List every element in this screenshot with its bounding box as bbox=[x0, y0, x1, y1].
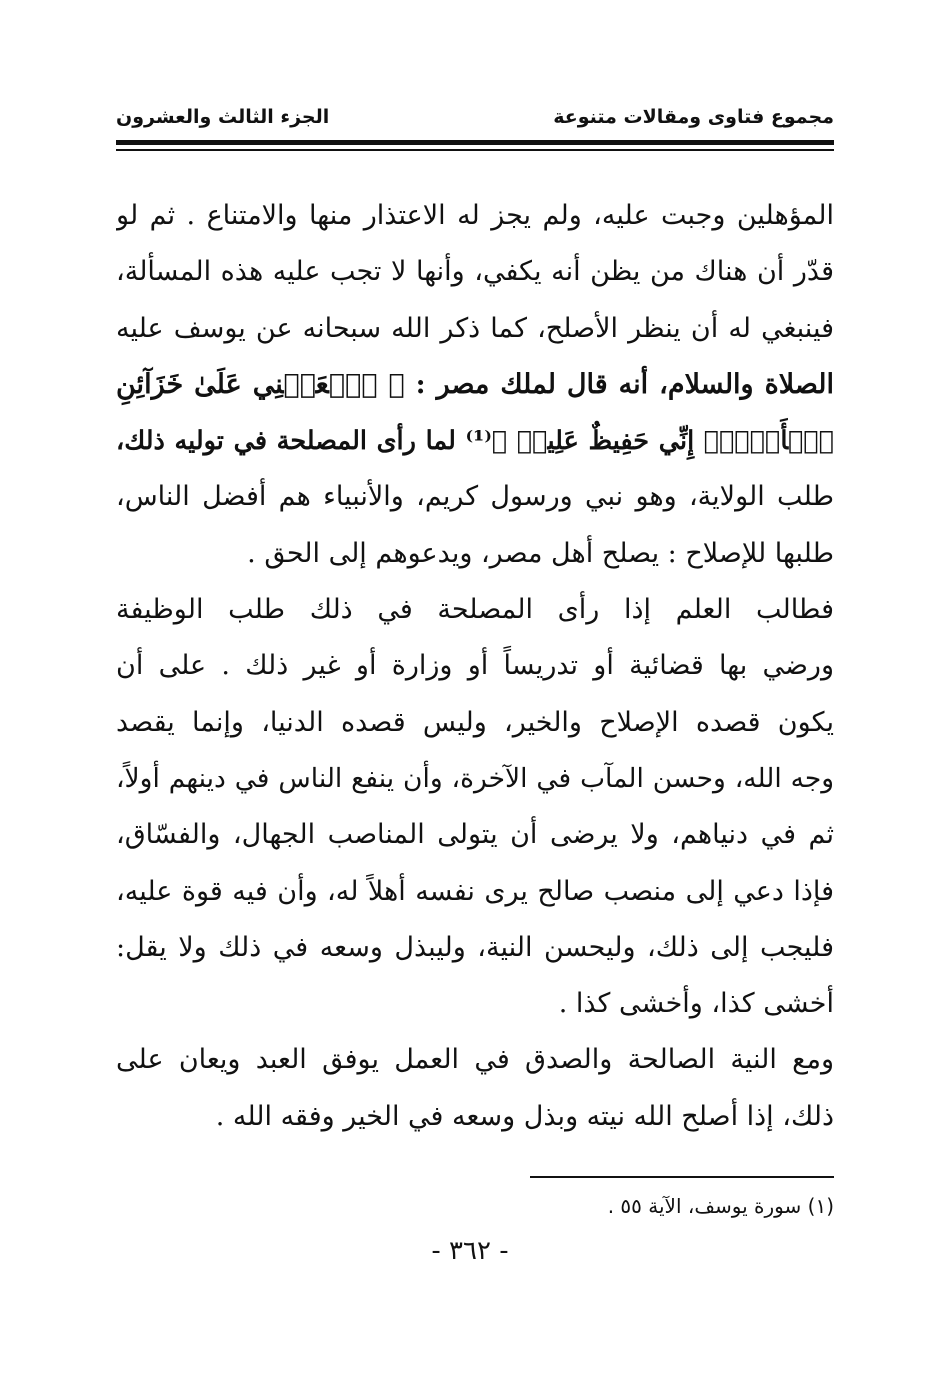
text-line: ورضي بها قضائية أو تدريساً أو وزارة أو غير ذلك . على أن bbox=[116, 650, 834, 682]
book-title: مجموع فتاوى ومقالات متنوعة bbox=[553, 106, 834, 128]
text-line: طلب الولاية، وهو نبي ورسول كريم، والأنبياء هم أفضل الناس، bbox=[116, 481, 834, 513]
running-header bbox=[116, 100, 834, 136]
text-line: قدّر أن هناك من يظن أنه يكفي، وأنها لا تجب عليه هذه المسألة، bbox=[116, 256, 834, 288]
header-rule-thin bbox=[116, 149, 834, 151]
text-line: ثم في دنياهم، ولا يرضى أن يتولى المناصب الجهال، والفسّاق، bbox=[116, 819, 834, 851]
text-line-quran-verse: ٱلۡأَرۡضِۖ إِنِّي حَفِيظٌ عَلِيمٞ ﴾⁽¹⁾ لما رأى المصلحة في توليه ذلك، bbox=[116, 426, 834, 457]
footnote: (١) سورة يوسف، الآية ٥٥ . bbox=[607, 1194, 834, 1218]
text-line: المؤهلين وجبت عليه، ولم يجز له الاعتذار منها والامتناع . ثم لو bbox=[116, 200, 834, 231]
text-line: فينبغي له أن ينظر الأصلح، كما ذكر الله سبحانه عن يوسف عليه bbox=[116, 312, 834, 344]
body-text bbox=[116, 188, 834, 1145]
text-line-quran-verse: الصلاة والسلام، أنه قال لملك مصر : ﴿ ٱجۡعَلۡنِي عَلَىٰ خَزَآئِنِ bbox=[116, 368, 834, 400]
text-line: فإذا دعي إلى منصب صالح يرى نفسه أهلاً له، وأن فيه قوة عليه، bbox=[116, 875, 834, 907]
footnote-rule bbox=[530, 1176, 834, 1178]
text-line: وجه الله، وحسن المآب في الآخرة، وأن ينفع الناس في دينهم أولاً، bbox=[116, 762, 834, 794]
text-line: ومع النية الصالحة والصدق في العمل يوفق العبد ويعان على bbox=[116, 1044, 834, 1076]
text-line: ذلك، إذا أصلح الله نيته وبذل وسعه في الخير وفقه الله . bbox=[215, 1100, 834, 1132]
text-line: طلبها للإصلاح : يصلح أهل مصر، ويدعوهم إلى الحق . bbox=[247, 537, 834, 569]
text-line: أخشى كذا، وأخشى كذا . bbox=[558, 988, 834, 1020]
text-line: فليجب إلى ذلك، وليحسن النية، وليبذل وسعه في ذلك ولا يقل: bbox=[116, 931, 834, 963]
text-line: فطالب العلم إذا رأى المصلحة في ذلك طلب الوظيفة bbox=[116, 594, 834, 626]
header-rule-thick bbox=[116, 140, 834, 145]
volume-title: الجزء الثالث والعشرون bbox=[116, 106, 330, 128]
text-line: يكون قصده الإصلاح والخير، وليس قصده الدنيا، وإنما يقصد bbox=[116, 706, 834, 738]
page-number: - ٣٦٢ - bbox=[431, 1236, 509, 1266]
